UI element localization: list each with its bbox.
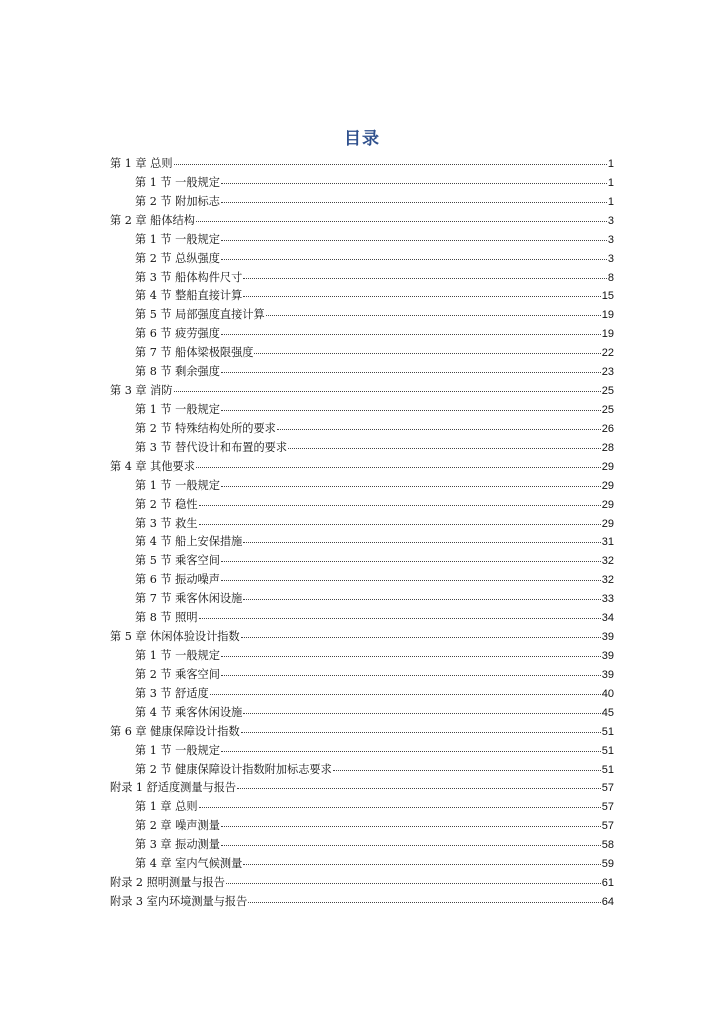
toc-entry-page-number: 32 <box>601 574 614 587</box>
toc-dot-leader <box>243 541 600 543</box>
toc-entry[interactable] <box>110 723 614 742</box>
toc-entry-page-number: 40 <box>601 687 614 700</box>
toc-dot-leader <box>243 277 607 279</box>
toc-entry-label: 第 2 节 乘客空间 <box>135 667 220 681</box>
toc-entry-page-number: 57 <box>601 820 614 833</box>
toc-entry[interactable] <box>110 477 614 496</box>
toc-entry-label: 附录 1 舒适度测量与报告 <box>110 781 237 795</box>
toc-entry[interactable] <box>110 212 614 231</box>
toc-entry-page-number: 3 <box>607 233 614 246</box>
toc-dot-leader <box>174 390 601 392</box>
toc-dot-leader <box>333 769 601 771</box>
toc-entry-label: 第 2 节 总纵强度 <box>135 251 220 265</box>
toc-entry-label: 第 4 节 船上安保措施 <box>135 535 243 549</box>
toc-entry-label: 第 1 节 一般规定 <box>135 175 220 189</box>
toc-entry-label: 第 4 章 其他要求 <box>110 459 195 473</box>
toc-entry-page-number: 1 <box>607 195 614 208</box>
toc-dot-leader <box>221 258 607 260</box>
toc-entry[interactable] <box>110 382 614 401</box>
toc-entry-label: 第 6 节 疲劳强度 <box>135 327 220 341</box>
toc-dot-leader <box>196 220 607 222</box>
toc-dot-leader <box>221 409 601 411</box>
toc-entry-label: 第 1 节 一般规定 <box>135 232 220 246</box>
toc-entry[interactable] <box>110 590 614 609</box>
toc-entry-label: 第 2 章 船体结构 <box>110 213 195 227</box>
toc-entry-label: 第 3 章 振动测量 <box>135 838 220 852</box>
toc-entry[interactable] <box>110 344 614 363</box>
toc-entry-page-number: 23 <box>601 366 614 379</box>
toc-dot-leader <box>243 598 600 600</box>
toc-entry-page-number: 51 <box>601 763 614 776</box>
toc-entry[interactable] <box>110 704 614 723</box>
toc-dot-leader <box>221 655 601 657</box>
toc-dot-leader <box>199 523 601 525</box>
toc-entry-page-number: 19 <box>601 309 614 322</box>
toc-entry[interactable] <box>110 155 614 174</box>
toc-dot-leader <box>221 674 601 676</box>
toc-dot-leader <box>221 844 601 846</box>
toc-entry-page-number: 3 <box>607 214 614 227</box>
toc-entry-page-number: 15 <box>601 290 614 303</box>
toc-entry[interactable] <box>110 779 614 798</box>
toc-dot-leader <box>221 579 601 581</box>
toc-entry[interactable] <box>110 250 614 269</box>
toc-entry[interactable] <box>110 874 614 893</box>
toc-entry-label: 第 2 节 健康保障设计指数附加标志要求 <box>135 762 332 776</box>
toc-entry-page-number: 58 <box>601 839 614 852</box>
toc-dot-leader <box>241 636 601 638</box>
toc-entry-page-number: 39 <box>601 649 614 662</box>
toc-title: 目录 <box>344 129 380 149</box>
toc-entry-page-number: 8 <box>607 271 614 284</box>
toc-entry-page-number: 1 <box>607 158 614 170</box>
toc-entry-label: 第 4 章 室内气候测量 <box>135 857 243 871</box>
toc-entry-page-number: 19 <box>601 328 614 341</box>
toc-entry[interactable] <box>110 496 614 515</box>
toc-entry-page-number: 64 <box>601 895 614 908</box>
toc-dot-leader <box>174 163 607 165</box>
toc-entry-label: 第 1 章 总则 <box>135 800 198 814</box>
toc-entry-page-number: 29 <box>601 479 614 492</box>
toc-entry[interactable] <box>110 666 614 685</box>
toc-entry-page-number: 51 <box>601 744 614 757</box>
toc-entry[interactable] <box>110 761 614 780</box>
toc-entry-page-number: 51 <box>601 725 614 738</box>
toc-dot-leader <box>241 731 601 733</box>
toc-entry[interactable] <box>110 363 614 382</box>
toc-entry-label: 第 2 节 特殊结构处所的要求 <box>135 421 276 435</box>
toc-entry[interactable] <box>110 533 614 552</box>
toc-entry-page-number: 32 <box>601 555 614 568</box>
toc-entry-label: 第 5 节 乘客空间 <box>135 554 220 568</box>
toc-dot-leader <box>199 617 601 619</box>
toc-entry-label: 第 3 节 船体构件尺寸 <box>135 270 243 284</box>
toc-entry[interactable] <box>110 269 614 288</box>
toc-dot-leader <box>254 352 600 354</box>
toc-dot-leader <box>199 504 601 506</box>
toc-entry[interactable] <box>110 628 614 647</box>
toc-entry-label: 第 1 章 总则 <box>110 157 173 170</box>
toc-entry[interactable] <box>110 174 614 193</box>
toc-entry-page-number: 3 <box>607 252 614 265</box>
toc-entry-label: 第 4 节 乘客休闲设施 <box>135 705 243 719</box>
toc-entry-page-number: 39 <box>601 668 614 681</box>
toc-entry-page-number: 57 <box>601 782 614 795</box>
toc-entry-label: 第 5 章 休闲体验设计指数 <box>110 630 240 644</box>
toc-entry-page-number: 34 <box>601 612 614 625</box>
toc-entry-label: 附录 3 室内环境测量与报告 <box>110 894 248 908</box>
toc-entry-page-number: 25 <box>601 403 614 416</box>
toc-entry-label: 第 4 节 整船直接计算 <box>135 289 243 303</box>
toc-entry[interactable] <box>110 685 614 704</box>
toc-entry[interactable] <box>110 571 614 590</box>
toc-entry[interactable] <box>110 798 614 817</box>
toc-dot-leader <box>199 806 601 808</box>
toc-dot-leader <box>221 825 601 827</box>
toc-entry-label: 第 7 节 船体梁极限强度 <box>135 346 254 360</box>
toc-entry-label: 第 3 章 消防 <box>110 384 173 398</box>
toc-entry-page-number: 45 <box>601 706 614 719</box>
toc-entry-page-number: 26 <box>601 422 614 435</box>
toc-dot-leader <box>221 239 607 241</box>
toc-entry[interactable] <box>110 193 614 212</box>
toc-entry-page-number: 31 <box>601 536 614 549</box>
toc-dot-leader <box>288 447 601 449</box>
toc-dot-leader <box>210 693 601 695</box>
toc-entry-label: 第 1 节 一般规定 <box>135 402 220 416</box>
toc-entry[interactable] <box>110 439 614 458</box>
toc-entry-label: 第 1 节 一般规定 <box>135 478 220 492</box>
toc-entry-page-number: 1 <box>607 176 614 189</box>
toc-entry[interactable] <box>110 420 614 439</box>
toc-entry-label: 第 8 节 剩余强度 <box>135 365 220 379</box>
toc-entry[interactable] <box>110 287 614 306</box>
toc-entry-label: 第 5 节 局部强度直接计算 <box>135 308 265 322</box>
toc-entry-page-number: 22 <box>601 347 614 360</box>
toc-entry-label: 第 2 节 稳性 <box>135 497 198 511</box>
toc-entry-page-number: 59 <box>601 858 614 871</box>
toc-entry[interactable] <box>110 855 614 874</box>
toc-dot-leader <box>221 333 601 335</box>
toc-dot-leader <box>221 560 601 562</box>
toc-dot-leader <box>277 428 601 430</box>
toc-dot-leader <box>237 787 601 789</box>
toc-entry-label: 第 1 节 一般规定 <box>135 648 220 662</box>
toc-entry-page-number: 61 <box>601 877 614 890</box>
toc-entry[interactable] <box>110 609 614 628</box>
toc-dot-leader <box>221 201 607 203</box>
toc-entry-page-number: 57 <box>601 801 614 814</box>
toc-list <box>110 155 614 912</box>
toc-entry-page-number: 39 <box>601 631 614 644</box>
toc-entry[interactable] <box>110 515 614 534</box>
toc-entry[interactable] <box>110 817 614 836</box>
toc-entry-label: 第 7 节 乘客休闲设施 <box>135 592 243 606</box>
toc-entry[interactable] <box>110 306 614 325</box>
toc-dot-leader <box>196 466 601 468</box>
toc-dot-leader <box>221 371 601 373</box>
toc-entry-label: 第 3 节 舒适度 <box>135 686 209 700</box>
toc-dot-leader <box>243 863 600 865</box>
toc-entry-page-number: 25 <box>601 385 614 398</box>
toc-entry[interactable] <box>110 458 614 477</box>
toc-entry-label: 第 3 节 救生 <box>135 516 198 530</box>
toc-dot-leader <box>221 485 601 487</box>
toc-dot-leader <box>221 750 601 752</box>
toc-entry[interactable] <box>110 836 614 855</box>
toc-entry-label: 第 1 节 一般规定 <box>135 743 220 757</box>
toc-dot-leader <box>266 314 601 316</box>
toc-dot-leader <box>243 712 600 714</box>
toc-entry-label: 第 6 章 健康保障设计指数 <box>110 724 240 738</box>
toc-entry[interactable] <box>110 893 614 912</box>
toc-entry-label: 第 2 节 附加标志 <box>135 194 220 208</box>
toc-entry-label: 附录 2 照明测量与报告 <box>110 876 225 890</box>
toc-entry-label: 第 8 节 照明 <box>135 611 198 625</box>
toc-entry[interactable] <box>110 647 614 666</box>
toc-entry-label: 第 2 章 噪声测量 <box>135 819 220 833</box>
toc-entry-page-number: 29 <box>601 498 614 511</box>
toc-entry[interactable] <box>110 325 614 344</box>
toc-dot-leader <box>221 182 607 184</box>
toc-entry-label: 第 3 节 替代设计和布置的要求 <box>135 440 288 454</box>
toc-entry[interactable] <box>110 552 614 571</box>
toc-entry-page-number: 29 <box>601 517 614 530</box>
toc-entry[interactable] <box>110 231 614 250</box>
toc-entry[interactable] <box>110 401 614 420</box>
toc-entry-page-number: 28 <box>601 441 614 454</box>
toc-entry-page-number: 33 <box>601 593 614 606</box>
toc-dot-leader <box>243 295 600 297</box>
toc-entry[interactable] <box>110 742 614 761</box>
toc-entry-page-number: 29 <box>601 460 614 473</box>
toc-dot-leader <box>248 901 600 903</box>
toc-entry-label: 第 6 节 振动噪声 <box>135 573 220 587</box>
toc-dot-leader <box>226 882 601 884</box>
